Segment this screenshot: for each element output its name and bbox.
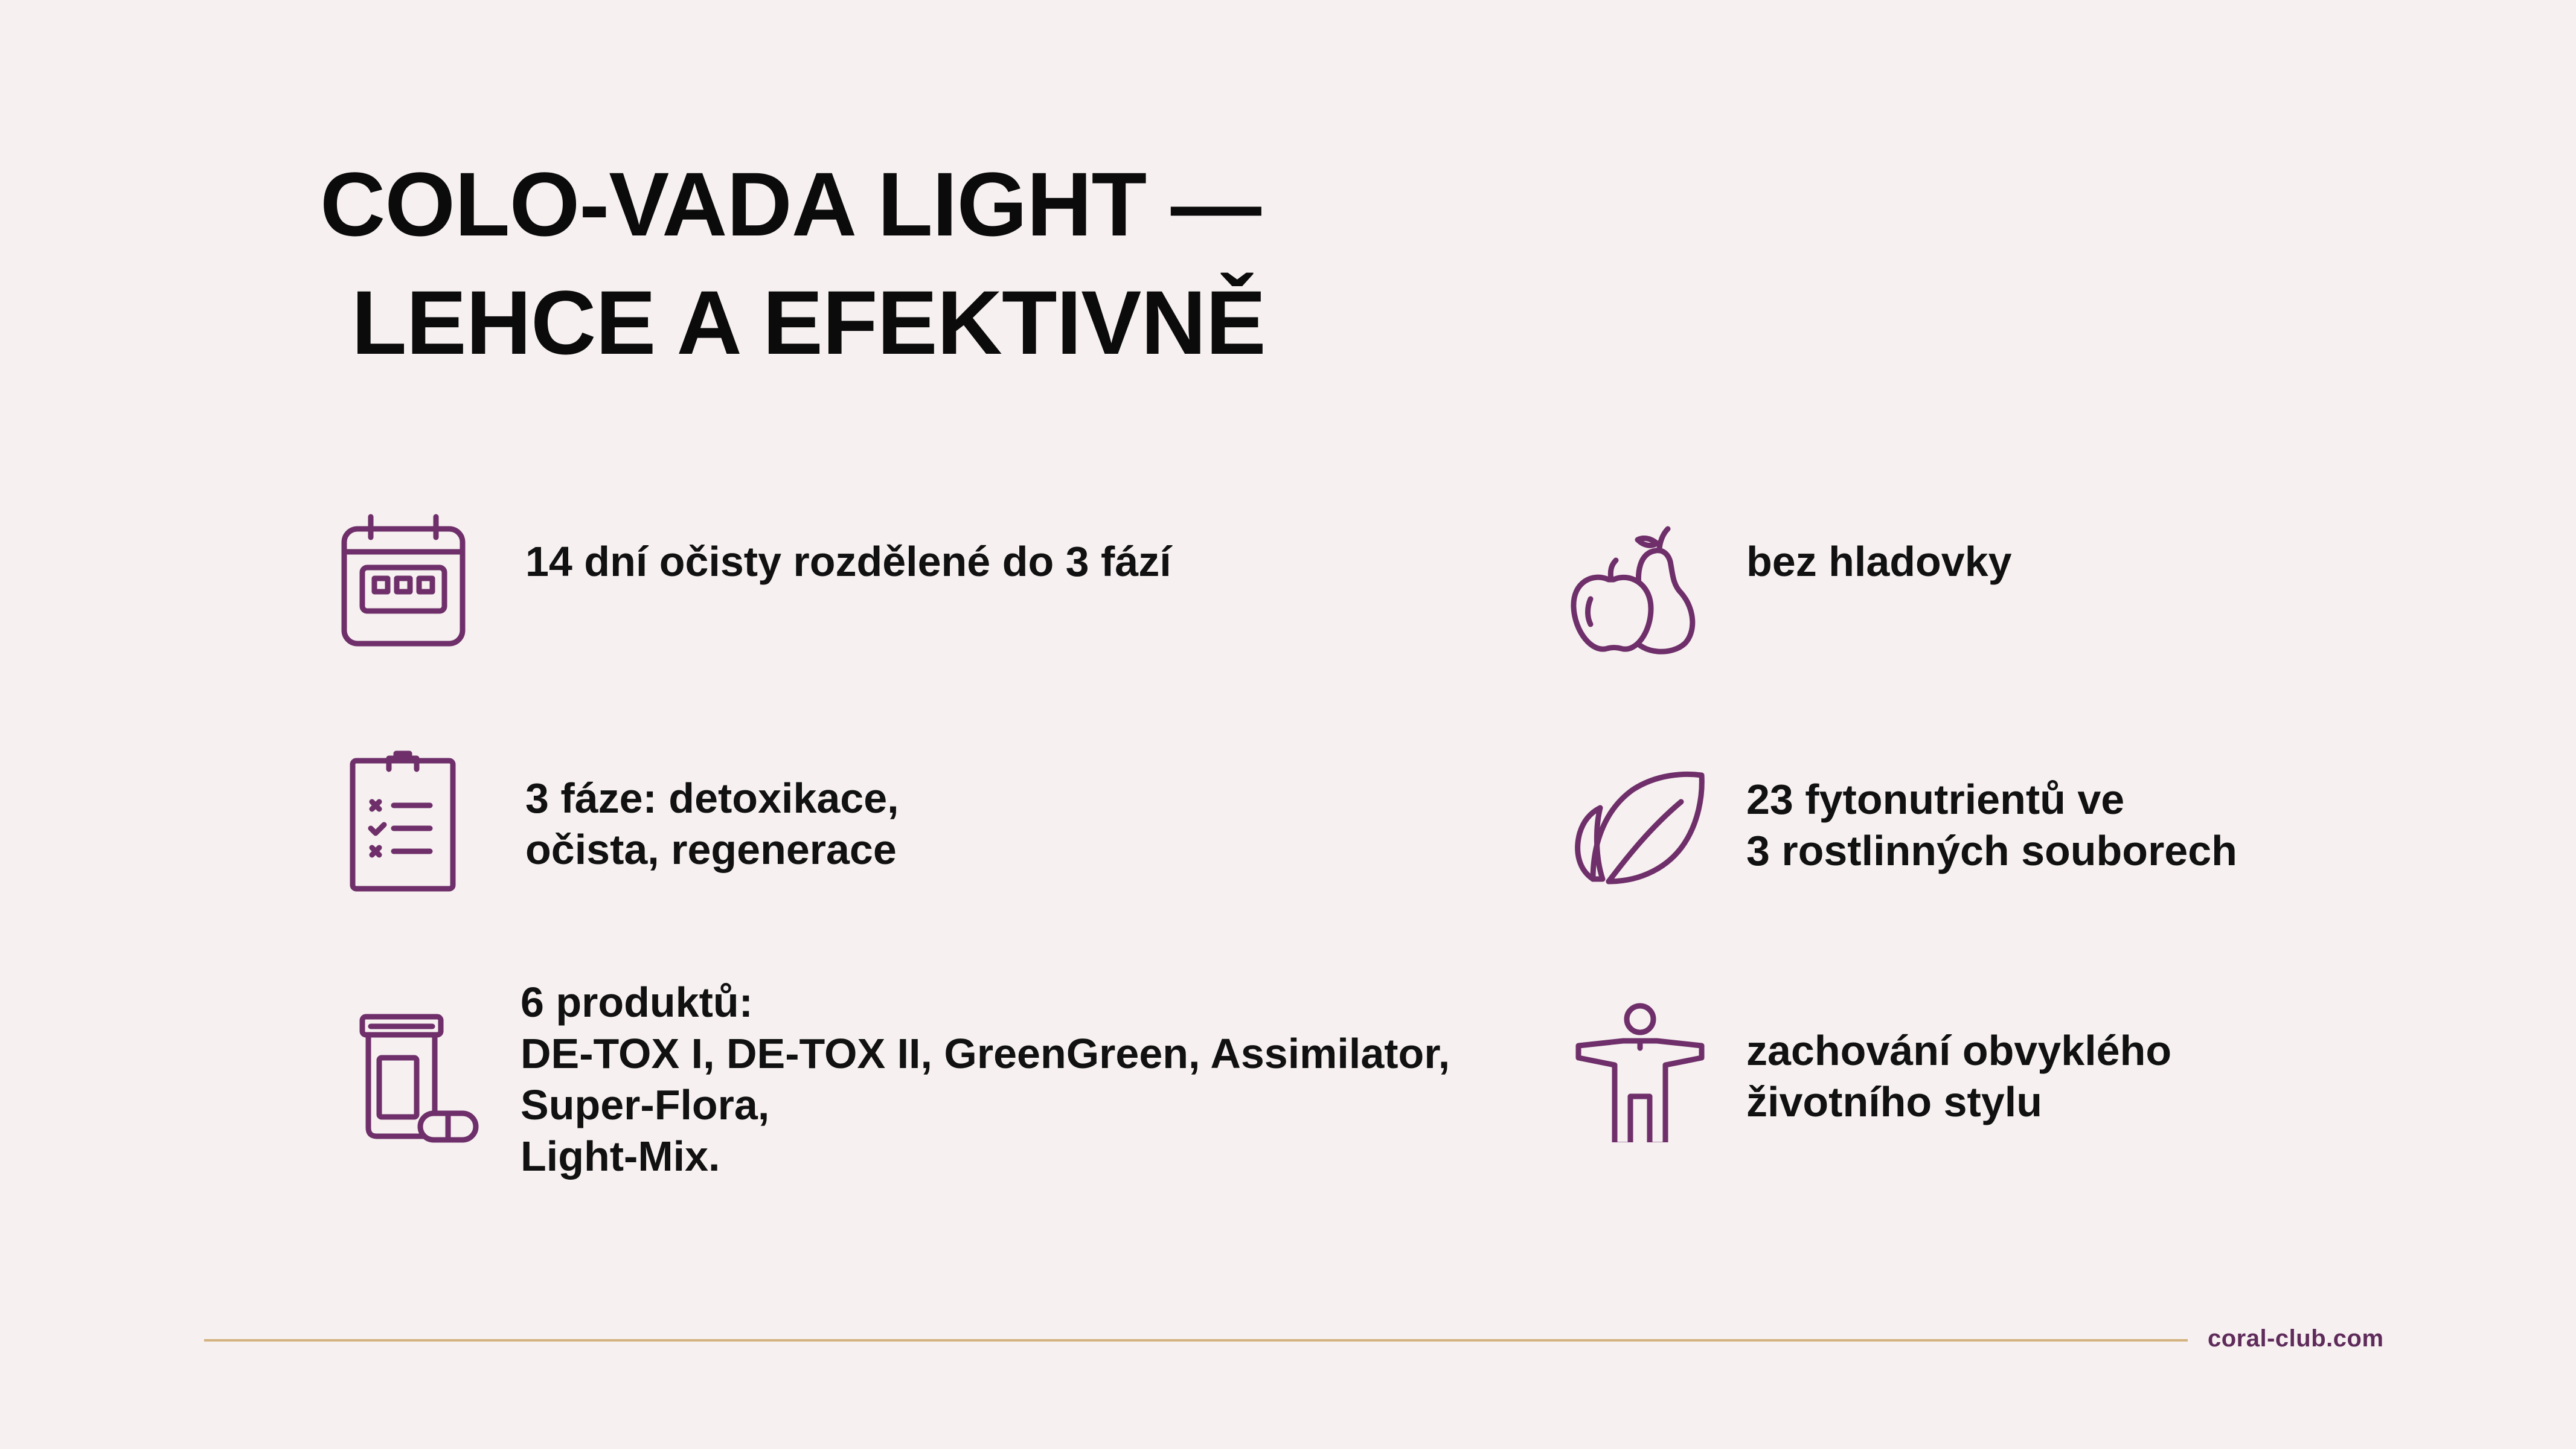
feature-line: 14 dní očisty rozdělené do 3 fází [525,538,1171,585]
footer-website-link[interactable]: coral-club.com [2208,1325,2384,1352]
feature-text-lifestyle [1746,1025,2171,1128]
calendar-icon [331,507,476,652]
feature-line: životního stylu [1746,1078,2042,1125]
title-line-1: COLO-VADA LIGHT — [320,153,1261,255]
feature-text-days [525,536,1171,587]
feature-line: 23 fytonutrientů ve [1746,776,2125,823]
apple-pear-icon [1566,519,1711,664]
leaf-icon [1566,755,1711,900]
person-icon [1566,997,1711,1142]
feature-text-products [521,977,1450,1182]
feature-line: Super-Flora, [521,1081,770,1128]
footer-divider [204,1339,2188,1342]
feature-text-phytonutrients [1746,774,2237,877]
feature-line: DE-TOX I, DE-TOX II, GreenGreen, Assimilator, [521,1030,1450,1077]
pill-bottle-icon [342,1002,487,1147]
feature-line: zachování obvyklého [1746,1027,2172,1074]
title-line-2: LEHCE A EFEKTIVNĚ [351,272,1266,373]
feature-line: 3 rostlinných souborech [1746,827,2237,874]
feature-line: 6 produktů: [521,979,753,1026]
feature-line: 3 fáze: detoxikace, [525,775,899,822]
feature-line: očista, regenerace [525,826,897,873]
slide-title [320,145,1347,382]
checklist-clipboard-icon [331,749,476,894]
feature-text-no-starving [1746,536,2012,587]
feature-line: Light-Mix. [521,1133,720,1180]
feature-line: bez hladovky [1746,538,2012,585]
feature-text-phases [525,773,899,875]
